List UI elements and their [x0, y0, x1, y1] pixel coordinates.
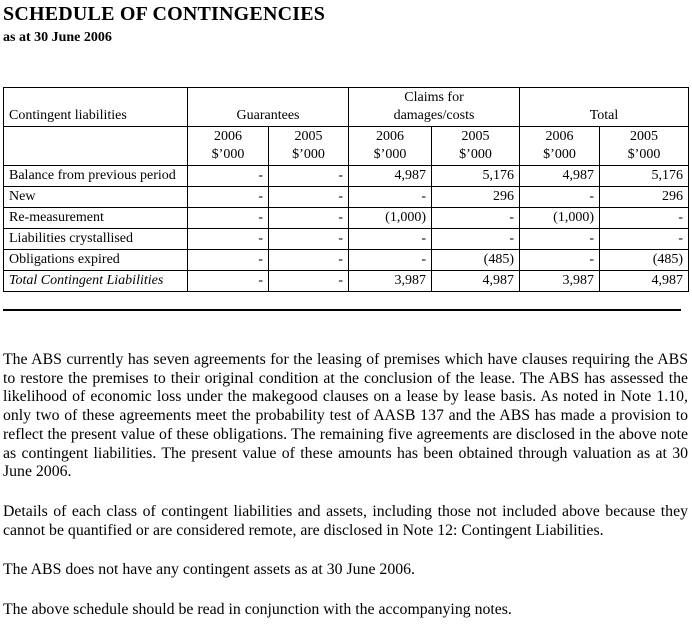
- value-cell: -: [520, 229, 600, 250]
- page-subtitle: as at 30 June 2006: [3, 30, 112, 45]
- col-header-total-2005: [600, 127, 689, 166]
- value-cell: 4,987: [349, 166, 432, 187]
- paragraph-read-in-conjunction: The above schedule should be read in conjunction with the accompanying notes.: [3, 601, 512, 619]
- value-cell: -: [600, 229, 689, 250]
- row-label-total: Total Contingent Liabilities: [4, 271, 188, 292]
- value-cell: -: [520, 187, 600, 208]
- year-label: 2006: [214, 129, 242, 144]
- value-cell: -: [520, 250, 600, 271]
- value-cell: 5,176: [600, 166, 689, 187]
- table-group-header-row: [4, 88, 689, 127]
- col-header-claims-2006: [349, 127, 432, 166]
- group-header-guarantees: [188, 88, 349, 127]
- unit-label: $’000: [627, 147, 661, 162]
- paragraph-makegood: The ABS currently has seven agreements for the leasing of premises which have clauses requiring the ABS to restore the premises to their original condition at the conclusion of the lease. The ABS has assessed the likelihood of economic loss under the makegood clauses on a lease by lease basis. As noted in Note 1.10, only two of these agreements meet the probability test of AASB 137 and the ABS has made a provision to reflect the present value of these obligations. The remaining five agreements are disclosed in the above note as contingent liabilities. The present value of these amounts has been obtained through valuation as at 30 June 2006.: [3, 351, 688, 481]
- value-cell: -: [188, 229, 269, 250]
- value-cell: -: [432, 229, 520, 250]
- year-label: 2005: [461, 129, 490, 144]
- value-cell: -: [349, 229, 432, 250]
- group-header-claims-label: Claims for damages/costs: [393, 90, 475, 123]
- value-cell: (485): [600, 250, 689, 271]
- contingencies-table: [3, 87, 689, 292]
- unit-label: $’000: [292, 147, 325, 162]
- value-cell: -: [188, 166, 269, 187]
- value-cell: -: [269, 271, 349, 292]
- paragraph-details: Details of each class of contingent liabilities and assets, including those not included above because they cannot be quantified or are considered remote, are disclosed in Note 12: Contingent Liabilities.: [3, 502, 688, 539]
- group-header-total: [520, 88, 689, 127]
- unit-label: $’000: [459, 147, 492, 162]
- table-row-liabilities-crystallised: [4, 229, 689, 250]
- group-header-claims: [349, 88, 520, 127]
- row-label: Liabilities crystallised: [4, 229, 188, 250]
- value-cell: 296: [600, 187, 689, 208]
- table-year-header-row: [4, 127, 689, 166]
- value-cell: -: [269, 250, 349, 271]
- value-cell: -: [188, 208, 269, 229]
- value-cell: 5,176: [432, 166, 520, 187]
- notes-text: [3, 351, 688, 620]
- table-row-total: [4, 271, 689, 292]
- value-cell: -: [188, 271, 269, 292]
- table-row-new: [4, 187, 689, 208]
- value-cell: 3,987: [349, 271, 432, 292]
- table-row-remeasurement: [4, 208, 689, 229]
- col-header-guarantees-2006: [188, 127, 269, 166]
- year-label: 2006: [376, 129, 404, 144]
- corner-header: Contingent liabilities: [4, 88, 188, 127]
- value-cell: 4,987: [600, 271, 689, 292]
- group-header-guarantees-label: Guarantees: [236, 108, 300, 123]
- row-label: Re-measurement: [4, 208, 188, 229]
- value-cell: -: [269, 166, 349, 187]
- value-cell: -: [269, 187, 349, 208]
- year-label: 2005: [294, 129, 323, 144]
- table-row-obligations-expired: [4, 250, 689, 271]
- paragraph-no-assets: The ABS does not have any contingent assets as at 30 June 2006.: [3, 561, 415, 579]
- value-cell: -: [269, 208, 349, 229]
- value-cell: -: [432, 208, 520, 229]
- row-label: Obligations expired: [4, 250, 188, 271]
- unit-label: $’000: [373, 147, 407, 162]
- value-cell: 296: [432, 187, 520, 208]
- unit-label: $’000: [211, 147, 245, 162]
- table-row-balance: [4, 166, 689, 187]
- corner-spacer: [4, 127, 188, 166]
- value-cell: -: [600, 208, 689, 229]
- value-cell: -: [188, 187, 269, 208]
- year-label: 2006: [545, 129, 574, 144]
- section-divider: [3, 309, 681, 311]
- col-header-claims-2005: [432, 127, 520, 166]
- col-header-total-2006: [520, 127, 600, 166]
- row-label: New: [4, 187, 188, 208]
- value-cell: 3,987: [520, 271, 600, 292]
- value-cell: -: [349, 250, 432, 271]
- value-cell: -: [188, 250, 269, 271]
- value-cell: (1,000): [520, 208, 600, 229]
- value-cell: -: [349, 187, 432, 208]
- value-cell: 4,987: [432, 271, 520, 292]
- row-label: Balance from previous period: [4, 166, 188, 187]
- value-cell: (1,000): [349, 208, 432, 229]
- value-cell: 4,987: [520, 166, 600, 187]
- group-header-total-label: Total: [589, 108, 619, 123]
- value-cell: -: [269, 229, 349, 250]
- unit-label: $’000: [543, 147, 576, 162]
- value-cell: (485): [432, 250, 520, 271]
- col-header-guarantees-2005: [269, 127, 349, 166]
- page-title: SCHEDULE OF CONTINGENCIES: [3, 3, 326, 25]
- year-label: 2005: [630, 129, 658, 144]
